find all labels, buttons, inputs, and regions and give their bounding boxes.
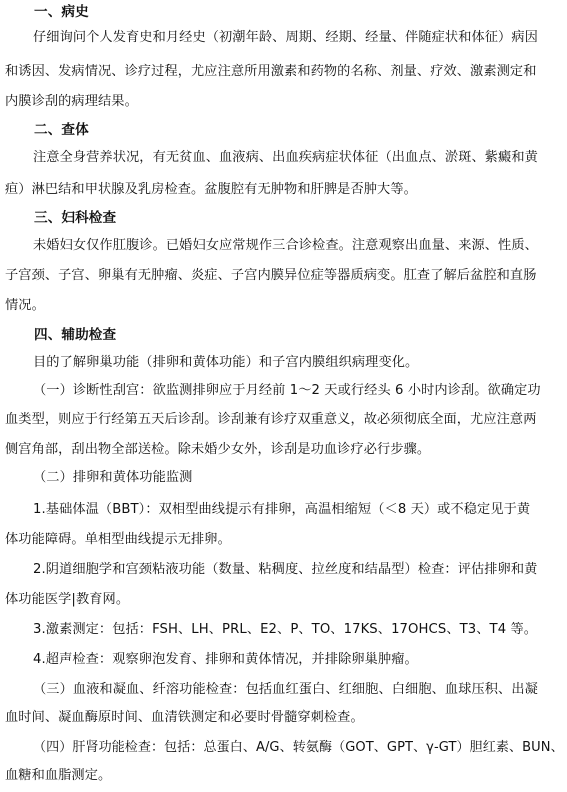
section-heading-physical-exam: 二、查体 (34, 122, 89, 138)
paragraph-line: 目的了解卵巢功能（排卵和黄体功能）和子宫内膜组织病理变化。 (33, 355, 419, 370)
paragraph-line: （三）血液和凝血、纤溶功能检查：包括血红蛋白、红细胞、白细胞、血球压积、出凝 (33, 682, 538, 697)
paragraph-line: 体功能医学|教育网。 (5, 592, 130, 607)
paragraph-line: （二）排卵和黄体功能监测 (33, 470, 193, 485)
paragraph-line: 血糖和血脂测定。 (5, 768, 112, 783)
paragraph-line: 疸）淋巴结和甲状腺及乳房检查。盆腹腔有无肿物和肝脾是否肿大等。 (5, 182, 417, 197)
paragraph-line: （四）肝肾功能检查：包括：总蛋白、A/G、转氨酶（GOT、GPT、γ-GT）胆红素、BUN、 (33, 740, 564, 755)
paragraph-line: 3.激素测定：包括：FSH、LH、PRL、E2、P、TO、17KS、17OHCS、T3、T4 等。 (33, 622, 538, 637)
paragraph-line: 未婚妇女仅作肛腹诊。已婚妇女应常规作三合诊检查。注意观察出血量、来源、性质、 (33, 238, 538, 253)
paragraph-line: 2.阴道细胞学和宫颈粘液功能（数量、粘稠度、拉丝度和结晶型）检查：评估排卵和黄 (33, 562, 538, 577)
paragraph-line: 4.超声检查：观察卵泡发育、排卵和黄体情况，并排除卵巢肿瘤。 (33, 652, 418, 667)
section-heading-auxiliary-exam: 四、辅助检查 (34, 327, 117, 343)
paragraph-line: 侧宫角部，刮出物全部送检。除未婚少女外，诊刮是功血诊疗必行步骤。 (5, 442, 431, 457)
paragraph-line: 血时间、凝血酶原时间、血清铁测定和必要时骨髓穿刺检查。 (5, 710, 364, 725)
paragraph-line: 内膜诊刮的病理结果。 (5, 94, 138, 109)
paragraph-line: 血类型，则应于行经第五天后诊刮。诊刮兼有诊疗双重意义，故必须彻底全面，尤应注意两 (5, 412, 537, 427)
paragraph-line: 注意全身营养状况，有无贫血、血液病、出血疾病症状体征（出血点、淤斑、紫癜和黄 (33, 150, 538, 165)
paragraph-line: 和诱因、发病情况、诊疗过程，尤应注意所用激素和药物的名称、剂量、疗效、激素测定和 (5, 64, 537, 79)
paragraph-line: （一）诊断性刮宫：欲监测排卵应于月经前 1～2 天或行经头 6 小时内诊刮。欲确定功 (33, 383, 541, 398)
paragraph-line: 情况。 (5, 298, 45, 313)
paragraph-line: 子宫颈、子宫、卵巢有无肿瘤、炎症、子宫内膜异位症等器质病变。肛查了解后盆腔和直肠 (5, 268, 537, 283)
section-heading-gyn-exam: 三、妇科检查 (34, 210, 117, 226)
paragraph-line: 1.基础体温（BBT）：双相型曲线提示有排卵，高温相缩短（＜8 天）或不稳定见于黄 (33, 502, 531, 517)
paragraph-line: 体功能障碍。单相型曲线提示无排卵。 (5, 532, 231, 547)
paragraph-line: 仔细询问个人发育史和月经史（初潮年龄、周期、经期、经量、伴随症状和体征）病因 (33, 30, 538, 45)
section-heading-history: 一、病史 (34, 4, 89, 20)
